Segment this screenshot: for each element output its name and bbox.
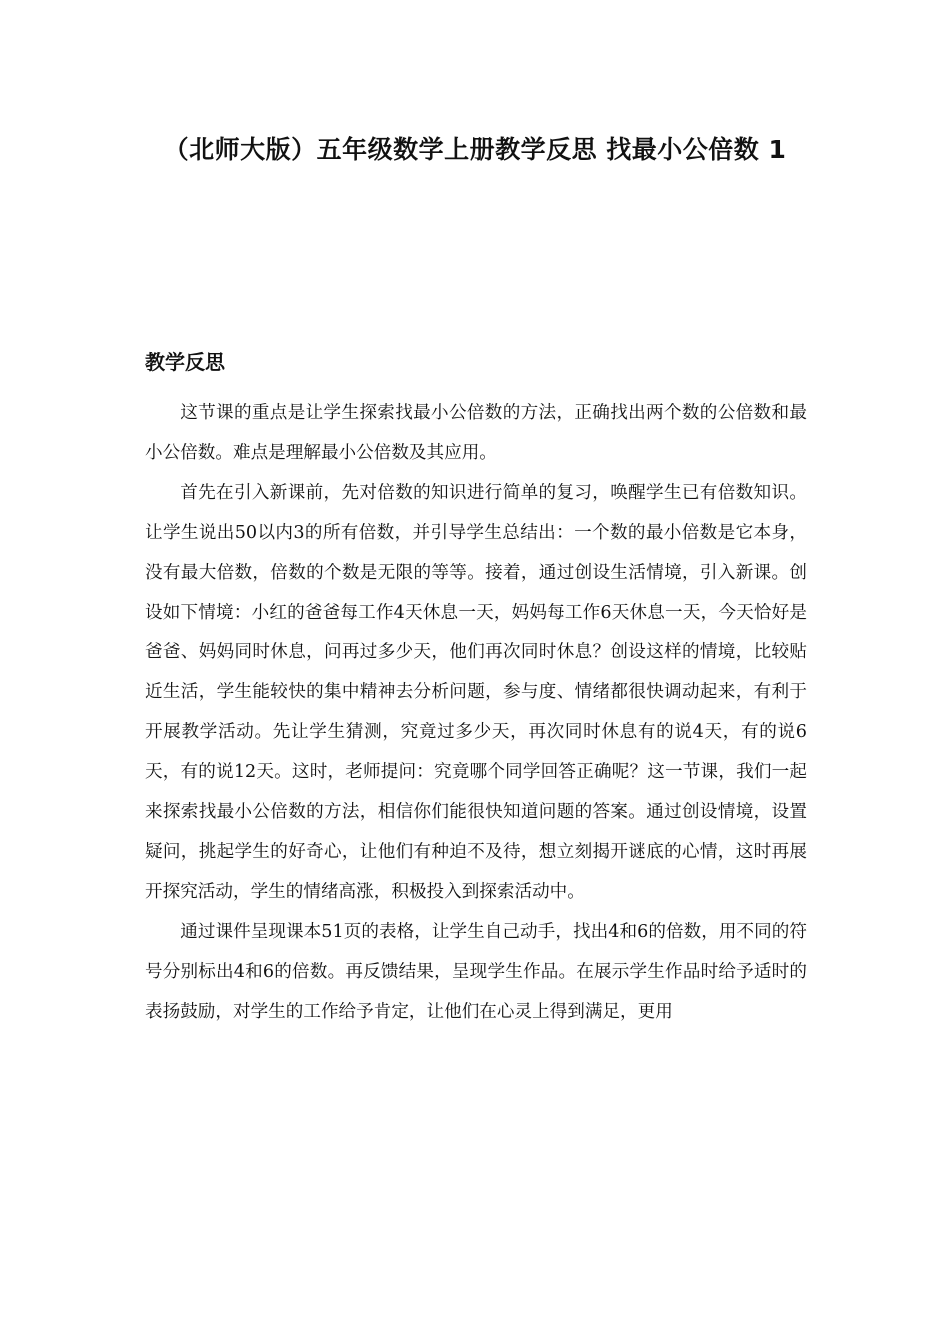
paragraph-1: 这节课的重点是让学生探索找最小公倍数的方法，正确找出两个数的公倍数和最小公倍数。难点是理解最小公倍数及其应用。 [145, 403, 807, 463]
paragraph-2: 首先在引入新课前，先对倍数的知识进行简单的复习，唤醒学生已有倍数知识。让学生说出50以内3的所有倍数，并引导学生总结出：一个数的最小倍数是它本身，没有最大倍数，倍数的个数是无限的等等。接着，通过创设生活情境，引入新课。创设如下情境：小红的爸爸每工作4天休息一天，妈妈每工作6天休息一天，今天恰好是爸爸、妈妈同时休息，问再过多少天，他们再次同时休息？创设这样的情境，比较贴近生活，学生能较快的集中精神去分析问题，参与度、情绪都很快调动起来，有利于开展教学活动。先让学生猜测，究竟过多少天，再次同时休息有的说4天，有的说6天，有的说12天。这时，老师提问：究竟哪个同学回答正确呢？这一节课，我们一起来探索找最小公倍数的方法，相信你们能很快知道问题的答案。通过创设情境，设置疑问，挑起学生的好奇心，让他们有种迫不及待，想立刻揭开谜底的心情，这时再展开探究活动，学生的情绪高涨，积极投入到探索活动中。 [145, 482, 807, 902]
section-heading: 教学反思 [145, 350, 225, 374]
paragraph-3: 通过课件呈现课本51页的表格，让学生自己动手，找出4和6的倍数，用不同的符号分别标出4和6的倍数。再反馈结果，呈现学生作品。在展示学生作品时给予适时的表扬鼓励，对学生的工作给予肯定，让他们在心灵上得到满足，更用 [145, 921, 807, 1022]
document-title: （北师大版）五年级数学上册教学反思 找最小公倍数 1 [163, 135, 787, 164]
document-body [145, 394, 807, 1033]
